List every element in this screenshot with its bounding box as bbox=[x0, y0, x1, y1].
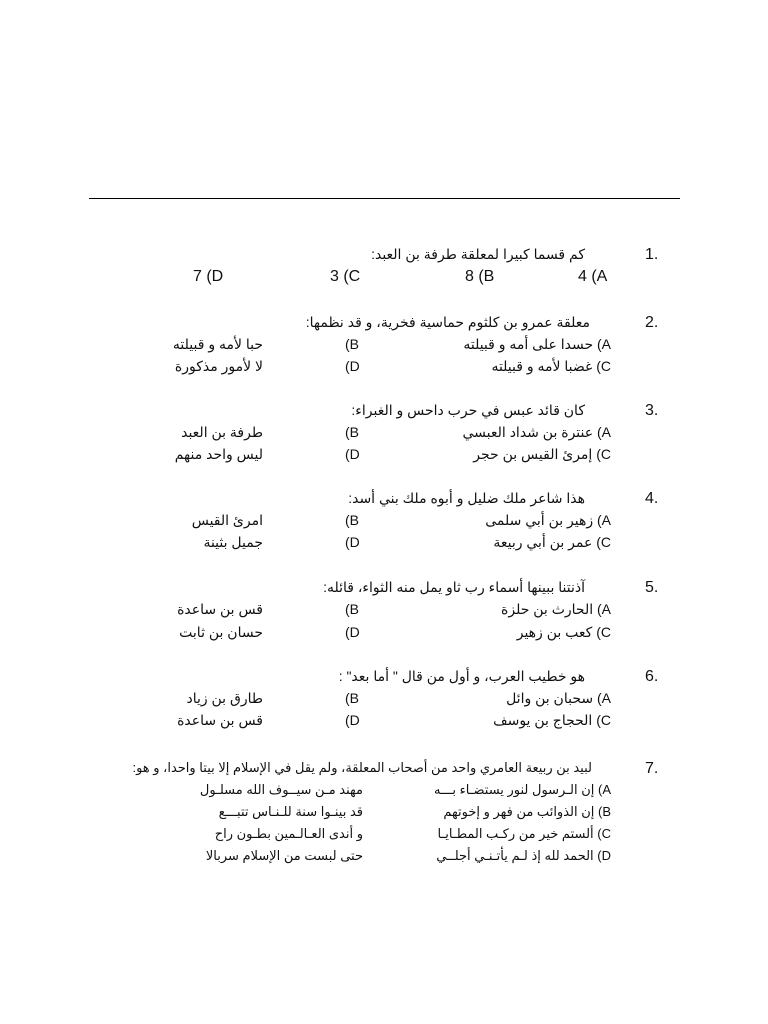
option-d-label[interactable]: (D bbox=[345, 446, 360, 462]
option-b[interactable]: B) إن الذوائب من فهر و إخوتهم bbox=[443, 804, 611, 819]
option-c[interactable]: C) كعب بن زهير bbox=[516, 624, 611, 640]
option-a[interactable]: A) عنترة بن شداد العبسي bbox=[462, 424, 611, 440]
question-number: 3. bbox=[645, 402, 659, 419]
option-a-second-hemistich: مهند مـن سيــوف الله مسلـول bbox=[199, 782, 363, 797]
option-d[interactable]: جميل بثينة bbox=[203, 534, 263, 550]
question-number: 2. bbox=[645, 314, 659, 331]
option-c[interactable]: C) غضبا لأمه و قبيلته bbox=[491, 358, 611, 374]
option-b[interactable]: امرئ القيس bbox=[191, 512, 263, 528]
option-b[interactable]: طرفة بن العبد bbox=[181, 424, 263, 440]
question-text: كم قسما كبيرا لمعلقة طرفة بن العبد: bbox=[371, 246, 585, 262]
question-text: لبيد بن ربيعة العامري واحد من أصحاب المعلقة، ولم يقل في الإسلام إلا بيتا واحدا، و هو: bbox=[132, 760, 592, 775]
option-b[interactable]: قس بن ساعدة bbox=[177, 601, 263, 617]
option-c-second-hemistich: و أندى العـالـمين بطـون راح bbox=[214, 826, 363, 841]
question-text: كان قائد عبس في حرب داحس و الغبراء: bbox=[351, 402, 585, 418]
option-d-label[interactable]: (D bbox=[345, 624, 360, 640]
question-number: 1. bbox=[645, 246, 659, 263]
option-c[interactable]: C) الحجاج بن يوسف bbox=[493, 712, 611, 728]
option-c[interactable]: C) ألستم خير من ركـب المطـايـا bbox=[437, 826, 611, 841]
option-c[interactable]: C) إمرئ القيس بن حجر bbox=[473, 446, 611, 462]
option-d[interactable]: حسان بن ثابت bbox=[179, 624, 263, 640]
option-d[interactable]: قس بن ساعدة bbox=[177, 712, 263, 728]
option-a[interactable]: A) الحارث بن حلزة bbox=[501, 601, 611, 617]
option-d[interactable]: 7 (D bbox=[193, 268, 224, 285]
option-d-second-hemistich: حتى لبست من الإسلام سربالا bbox=[205, 848, 363, 863]
question-number: 4. bbox=[645, 490, 659, 507]
option-b-label[interactable]: (B bbox=[345, 690, 359, 706]
question-text: آذنتنا ببينها أسماء رب ثاو يمل منه الثواء، قائله: bbox=[323, 579, 585, 595]
option-a[interactable]: A) سحبان بن وائل bbox=[506, 690, 611, 706]
question-number: 5. bbox=[645, 579, 659, 596]
option-b[interactable]: طارق بن زياد bbox=[186, 690, 263, 706]
option-b[interactable]: حبا لأمه و قبيلته bbox=[172, 336, 263, 352]
option-d-label[interactable]: (D bbox=[345, 712, 360, 728]
option-a[interactable]: A) زهير بن أبي سلمى bbox=[485, 512, 611, 528]
option-d[interactable]: لا لأمور مذكورة bbox=[174, 358, 263, 374]
option-c[interactable]: C) عمر بن أبي ربيعة bbox=[493, 534, 611, 550]
option-a[interactable]: 4 (A bbox=[578, 268, 608, 285]
option-b-second-hemistich: قد بينـوا سنة للـنـاس تتبـــع bbox=[218, 804, 363, 819]
horizontal-rule bbox=[89, 198, 680, 199]
option-a[interactable]: A) حسدا على أمه و قبيلته bbox=[463, 336, 611, 352]
option-c[interactable]: 3 (C bbox=[330, 268, 361, 285]
option-b[interactable]: 8 (B bbox=[465, 268, 495, 285]
option-b-label[interactable]: (B bbox=[345, 424, 359, 440]
question-text: هو خطيب العرب، و أول من قال " أما بعد" : bbox=[338, 668, 585, 684]
option-d[interactable]: D) الحمد لله إذ لـم يأتـنـي أجلــي bbox=[436, 848, 611, 863]
question-number: 7. bbox=[645, 760, 659, 777]
option-b-label[interactable]: (B bbox=[345, 512, 359, 528]
option-d-label[interactable]: (D bbox=[345, 534, 360, 550]
question-number: 6. bbox=[645, 668, 659, 685]
question-text: هذا شاعر ملك ضليل و أبوه ملك بني أسد: bbox=[348, 490, 585, 506]
option-b-label[interactable]: (B bbox=[345, 336, 359, 352]
option-a[interactable]: A) إن الـرسول لنور يستضـاء بـــه bbox=[433, 782, 611, 797]
option-b-label[interactable]: (B bbox=[345, 601, 359, 617]
option-d[interactable]: ليس واحد منهم bbox=[174, 446, 263, 462]
question-text: معلقة عمرو بن كلثوم حماسية فخرية، و قد نظمها: bbox=[305, 314, 590, 330]
option-d-label[interactable]: (D bbox=[345, 358, 360, 374]
